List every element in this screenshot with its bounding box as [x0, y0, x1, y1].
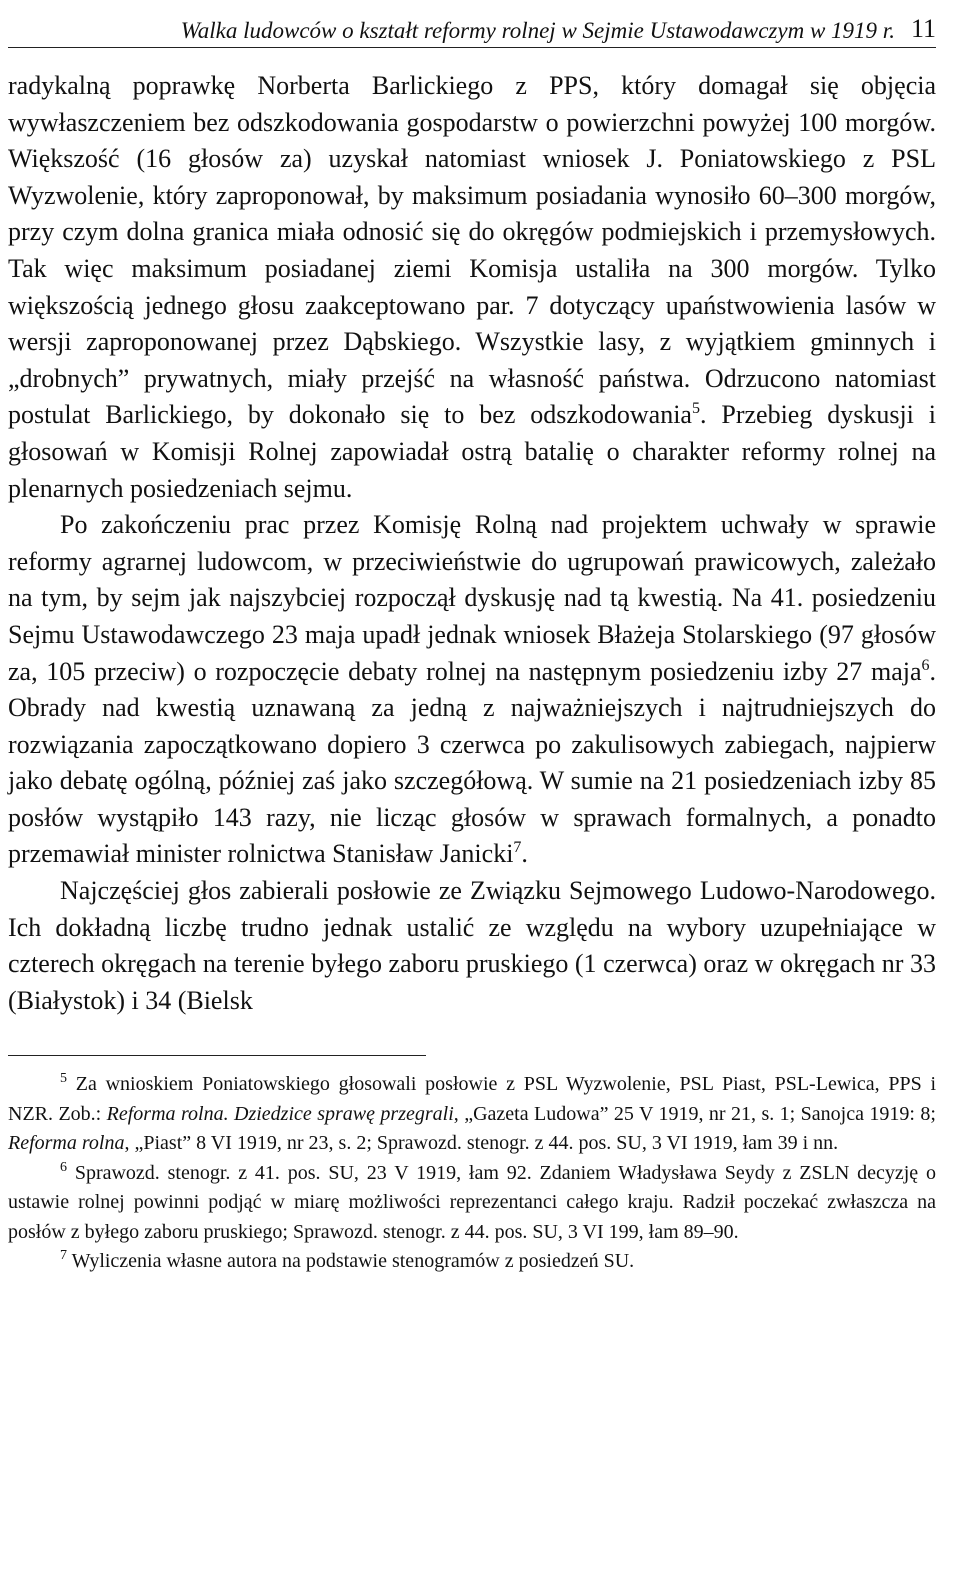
footnote-ref: 5 — [691, 400, 700, 418]
footnote-text: Za wnioskiem Poniatowskiego głosowali posłowie z PSL Wyzwolenie, PSL Piast, PSL-Lewica, PPS i NZR. Zob.: — [8, 1073, 936, 1125]
footnote-text: Wyliczenia własne autora na podstawie stenogramów z posiedzeń SU. — [67, 1250, 635, 1273]
footnote-title: Reforma rolna. Dziedzice sprawę przegrali — [106, 1102, 454, 1125]
footnote-number: 7 — [60, 1248, 67, 1264]
footnotes — [8, 1070, 936, 1277]
paragraph-text: Najczęściej głos zabierali posłowie ze Związku Sejmowego Ludowo-Narodowego. Ich dokładną liczbę trudno jednak ustalić ze względu na wybory uzupełniające w czterech okręgach na terenie byłego zaboru pruskiego (1 czerwca) oraz w okręgach nr 33 (Białystok) i 34 (Bielsk — [8, 876, 936, 1015]
footnote-text: Sprawozd. stenogr. z 41. pos. SU, 23 V 1919, łam 92. Zdaniem Władysława Seydy z ZSLN decyzję o ustawie rolnej powinni podjąć w miarę możliwości reprezentanci całego kraju. Radził poczekać zwłaszcza na posłów z byłego zaboru pruskiego; Sprawozd. stenogr. z 44. pos. SU, 3 VI 199, łam 89–90. — [8, 1161, 936, 1243]
paragraph-text: radykalną poprawkę Norberta Barlickiego z PPS, który domagał się objęcia wywłaszczeniem bez odszkodowania gospodarstw o powierzchni powyżej 100 morgów. Większość (16 głosów za) uzyskał natomiast wniosek J. Poniatowskiego z PSL Wyzwolenie, który zaproponował, by maksimum posiadania wynosiło 60–300 morgów, przy czym dolna granica miała odnosić się do okręgów podmiejskich i przemysłowych. Tak więc maksimum posiadanej ziemi Komisja ustaliła na 300 morgów. Tylko większością jednego głosu zaakceptowano par. 7 dotyczący upaństwowienia lasów w wersji zaproponowanej przez Dąbskiego. Wszystkie lasy, z wyjątkiem gminnych i „drobnych” prywatnych, miały przejść na własność państwa. Odrzucono natomiast postulat Barlickiego, by dokonało się to bez odszkodowania — [8, 71, 936, 430]
footnote-text: , „Piast” 8 VI 1919, nr 23, s. 2; Sprawozd. stenogr. z 44. pos. SU, 3 VI 1919, łam 39 i nn. — [124, 1132, 839, 1155]
page — [8, 0, 936, 1277]
paragraph — [8, 507, 936, 873]
main-text — [8, 68, 936, 1019]
running-title: Walka ludowców o kształt reformy rolnej w Sejmie Ustawodawczym w 1919 r. — [180, 18, 895, 43]
page-number: 11 — [910, 14, 936, 43]
footnote-ref: 6 — [921, 656, 930, 674]
paragraph — [8, 873, 936, 1019]
paragraph-text: . Przebieg dyskusji i głosowań w Komisji Rolnej zapowiadał ostrą batalię o charakter reformy rolnej na plenarnych posiedzeniach sejmu. — [8, 400, 936, 503]
footnote-number: 5 — [60, 1071, 67, 1087]
footnote-separator — [8, 1055, 426, 1056]
footnote-title: Reforma rolna — [8, 1132, 125, 1155]
footnote — [8, 1070, 936, 1159]
paragraph-text: . — [521, 839, 528, 869]
footnote — [8, 1247, 936, 1277]
footnote-text: , „Gazeta Ludowa” 25 V 1919, nr 21, s. 1; Sanojca 1919: 8; — [453, 1102, 936, 1125]
footnote-ref: 7 — [513, 839, 522, 857]
footnote — [8, 1159, 936, 1248]
paragraph-text: . Obrady nad kwestią uznawaną za jedną z najważniejszych i najtrudniejszych do rozwiązania zapoczątkowano dopiero 3 czerwca po zakulisowych zabiegach, najpierw jako debatę ogólną, później zaś jako szczegółową. W sumie na 21 posiedzeniach izby 85 posłów wystąpiło 143 razy, nie licząc głosów w sprawach formalnych, a ponadto przemawiał minister rolnictwa Stanisław Janicki — [8, 656, 936, 869]
running-header — [8, 0, 936, 48]
footnote-number: 6 — [60, 1159, 67, 1175]
paragraph-text: Po zakończeniu prac przez Komisję Rolną nad projektem uchwały w sprawie reformy agrarnej ludowcom, w przeciwieństwie do ugrupowań prawicowych, zależało na tym, by sejm jak najszybciej rozpoczął dyskusję nad tą kwestią. Na 41. posiedzeniu Sejmu Ustawodawczego 23 maja upadł jednak wniosek Błażeja Stolarskiego (97 głosów za, 105 przeciw) o rozpoczęcie debaty rolnej na następnym posiedzeniu izby 27 maja — [8, 510, 936, 686]
paragraph — [8, 68, 936, 507]
